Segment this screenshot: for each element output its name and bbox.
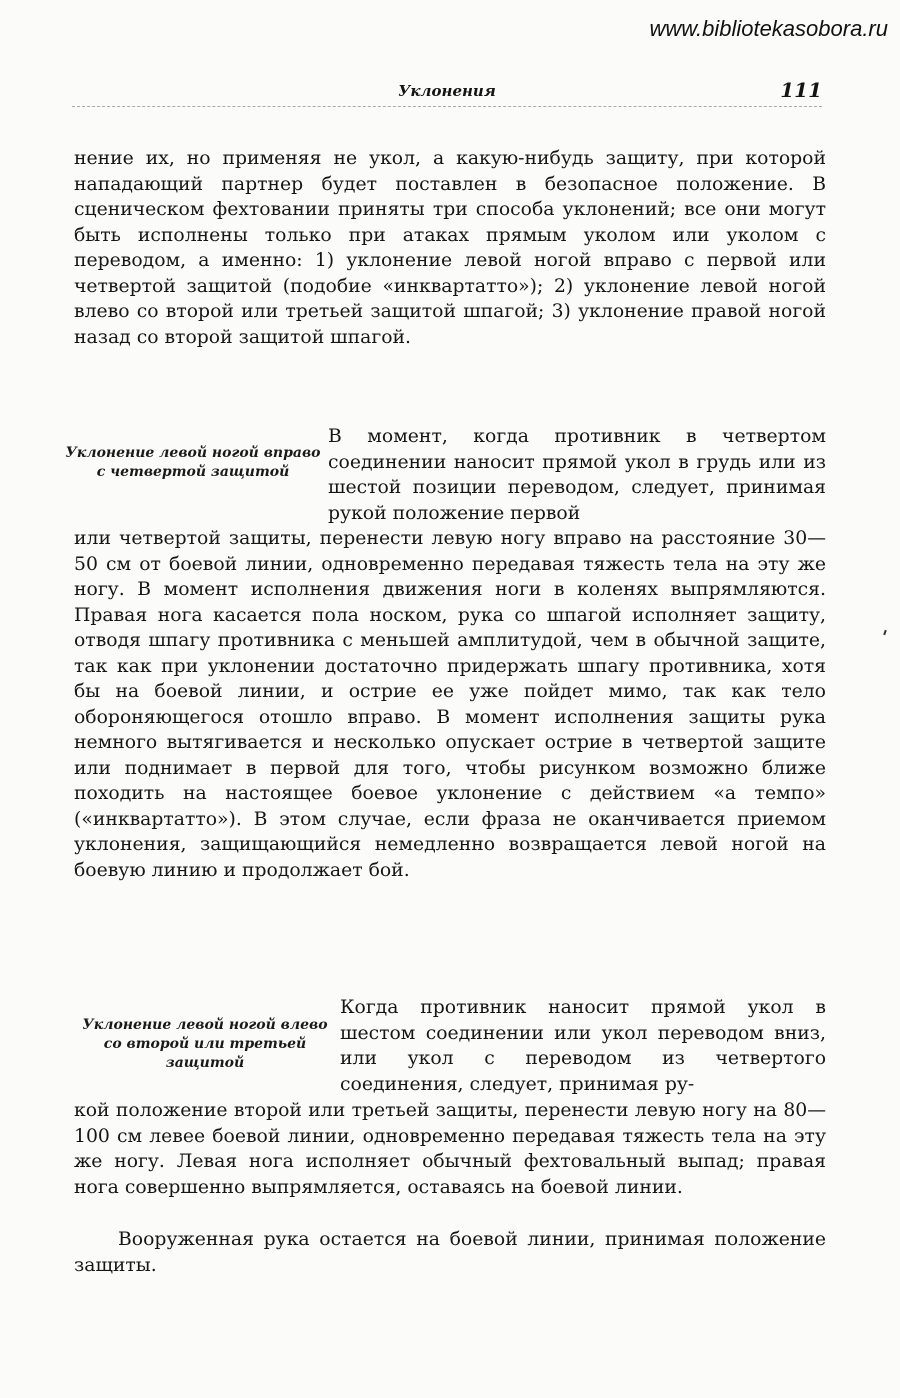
header-rule <box>72 106 822 107</box>
page-header <box>72 78 822 108</box>
paragraph-intro: нение их, но применяя не укол, а какую-нибудь защиту, при которой нападающий партнер будет поставлен в безопасное положение. В сценическом фехтовании приняты три способа уклонений; все они могут быть исполнены только при атаках прямым уколом или уколом с переводом, а именно: 1) уклонение левой ногой вправо с первой или четвертой защитой (подобие «инквартатто»); 2) уклонение левой ногой влево со второй или третьей защитой шпагой; 3) уклонение правой ногой назад со второй защитой шпагой. <box>74 148 826 348</box>
page-number: 111 <box>780 78 822 102</box>
sidenote-dodge-left: Уклонение левой ногой влево со второй или третьей защитой <box>82 1017 328 1071</box>
running-title: Уклонения <box>398 82 496 100</box>
paragraph-dodge-right-body: или четвертой защиты, перенести левую ногу вправо на расстояние 30—50 см от боевой линии, одновременно передавая тяжесть тела на эту же ногу. В момент исполнения движения ноги в коленях выпрямляются. Правая нога касается пола носком, рука со шпагой исполняет защиту, отводя шпагу противника с меньшей амплитудой, чем в обычной защите, так как при уклонении достаточно придержать шпагу противника, хотя бы на боевой линии, и острие ее уже пойдет мимо, так как тело обороняющегося отошло вправо. В момент исполнения защиты рука немного вытягивается и несколько опускает острие в четвертой защите или поднимает в первой для того, чтобы рисунком возможно ближе походить на настоящее боевое уклонение с действием «а темпо» («инквартатто»). В этом случае, если фраза не оканчивается приемом уклонения, защищающийся немедленно возвращается левой ногой на боевую линию и продолжает бой. <box>74 528 826 881</box>
paragraph-dodge-right-head: В момент, когда противник в четвертом соединении наносит прямой укол в грудь или из шестой позиции переводом, следует, принимая рукой положение первой <box>328 426 826 524</box>
sidenote-dodge-right: Уклонение левой ногой вправо с четвертой защитой <box>65 445 321 480</box>
scan-speck <box>883 630 887 635</box>
site-watermark: www.bibliotekasobora.ru <box>649 16 888 41</box>
paragraph-dodge-left-body: кой положение второй или третьей защиты, перенести левую ногу на 80—100 см левее боевой линии, одновременно передавая тяжесть тела на эту же ногу. Левая нога исполняет обычный фехтовальный выпад; правая нога совершенно выпрямляется, оставаясь на боевой линии. <box>74 1100 826 1198</box>
paragraph-dodge-left-head: Когда противник наносит прямой укол в шестом соединении или укол переводом вниз, или укол с переводом из четвертого соединения, следует, принимая ру- <box>340 997 826 1095</box>
paragraph-armed-hand: Вооруженная рука остается на боевой линии, принимая положение защиты. <box>74 1229 826 1276</box>
